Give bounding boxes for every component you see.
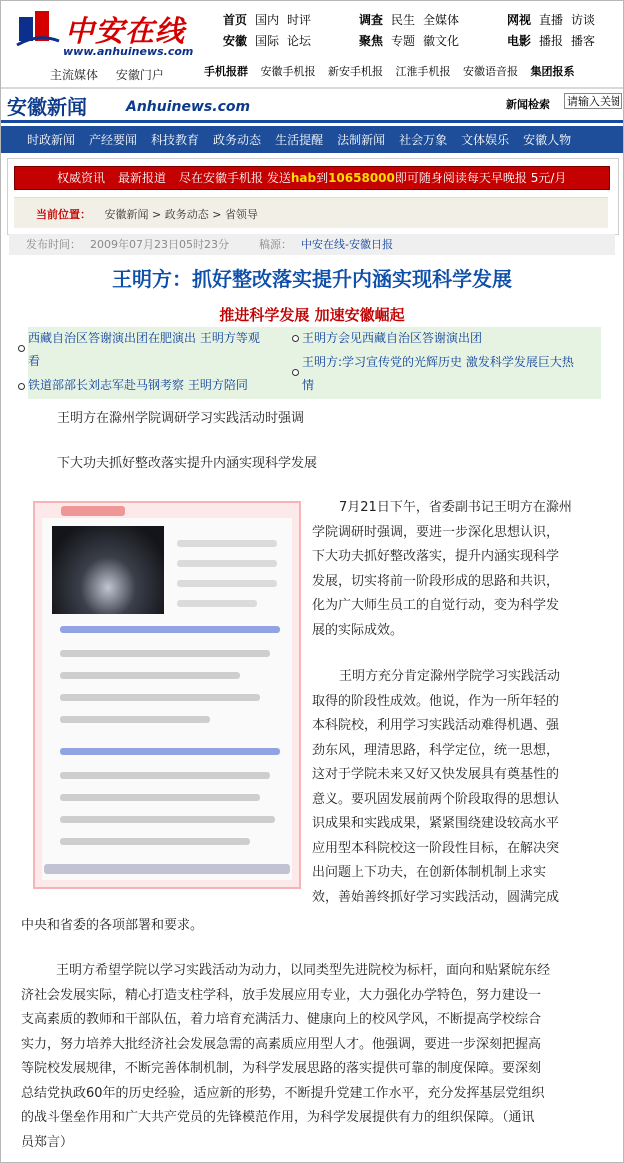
blur-text — [177, 560, 277, 567]
logo-url: www.anhuinews.com — [63, 45, 194, 58]
nav-item[interactable]: 时政新闻 — [27, 133, 76, 147]
related-link-text: 情 — [302, 378, 315, 392]
nav-item[interactable]: 政务动态 — [213, 133, 262, 147]
top-nav-link[interactable]: 访谈 — [571, 13, 596, 27]
channel-title-en: Anhuinews.com — [126, 99, 251, 115]
article-text-line: 意义。要巩固发展前两个阶段取得的思想认 — [312, 791, 560, 807]
top-nav-link[interactable]: 专题 — [391, 34, 416, 48]
article-text-line: 展的实际成效。 — [312, 622, 404, 638]
breadcrumb-label: 当前位置： — [36, 208, 91, 221]
article-text-line: 出问题上下功夫，在创新体制机制上求实 — [312, 865, 547, 880]
breadcrumb-item[interactable]: 政务动态 — [164, 208, 209, 221]
related-link[interactable] — [302, 351, 602, 397]
top-nav-row — [223, 31, 319, 52]
ticker-promo — [179, 167, 566, 189]
blur-text — [60, 694, 260, 701]
blur-footer — [44, 864, 290, 874]
promo-ticker[interactable] — [14, 166, 610, 190]
search-label: 新闻检索 — [506, 98, 550, 111]
article-meta — [9, 234, 615, 255]
article-image — [33, 501, 301, 889]
top-nav-link[interactable]: 首页 — [223, 13, 248, 27]
photo-thumbnail — [52, 526, 164, 614]
top-nav-link[interactable]: 播客 — [571, 34, 596, 48]
article-text-line: 本科院校，利用学习实践活动难得机遇、强 — [312, 718, 560, 733]
mobile-link[interactable]: 新安手机报 — [328, 65, 383, 78]
article-text-line: 支高素质的教师和干部队伍，着力培育充满活力、健康向上的校风学风，不断提高学校综合 — [21, 1012, 542, 1027]
divider — [1, 120, 623, 123]
top-nav-group-2 — [359, 10, 467, 52]
article-text-line: 员郑言） — [21, 1134, 74, 1150]
blur-link — [60, 626, 280, 633]
article-lead: 下大功夫抓好整改落实提升内涵实现科学发展 — [57, 456, 318, 471]
logo-emblem-icon — [15, 7, 61, 51]
nav-item[interactable]: 社会万象 — [399, 133, 448, 147]
sub-links — [50, 66, 178, 83]
article-text-line: 等院校发展规律，不断完善体制机制，为科学发展思路的落实提供可靠的制度保障。要深刻 — [21, 1061, 542, 1076]
article-text-line: 发展，切实将前一阶段形成的思路和共识， — [312, 573, 560, 589]
related-link-text: 看 — [28, 354, 41, 368]
blur-text — [60, 772, 270, 779]
divider — [1, 87, 623, 89]
mobile-link[interactable]: 安徽手机报 — [260, 65, 316, 78]
bullet-icon — [292, 335, 299, 342]
top-nav-group-3 — [507, 10, 603, 52]
bullet-icon — [292, 369, 299, 376]
blur-link — [60, 748, 280, 755]
source-label: 稿源： — [259, 238, 292, 251]
related-link[interactable]: 王明方会见西藏自治区答谢演出团 — [302, 331, 483, 345]
top-nav-link[interactable]: 安徽 — [223, 34, 248, 48]
breadcrumb-sep: > — [212, 208, 222, 221]
related-link[interactable] — [28, 327, 290, 373]
top-nav-link[interactable]: 国内 — [255, 13, 280, 27]
breadcrumb-box — [14, 197, 608, 228]
article-text-line: 实力，努力培养大批经济社会发展急需的高素质应用型人才。他强调，要进一步深刻把握高 — [21, 1036, 542, 1052]
breadcrumb-item[interactable]: 省领导 — [224, 208, 258, 221]
article-text-line: 总结党执政60年的历史经验，适应新的形势，不断提升党建工作水平，充分发挥基层党组织 — [21, 1085, 545, 1101]
nav-item[interactable]: 法制新闻 — [337, 133, 386, 147]
top-nav-row — [507, 10, 603, 31]
mobile-link[interactable]: 安徽语音报 — [463, 65, 518, 78]
article-text-line: 济社会发展实际，精心打造支柱学科，放手发展应用专业，大力强化办学特色，努力建设一 — [21, 987, 542, 1003]
channel-title[interactable]: 安徽新闻 — [7, 95, 87, 119]
ticker-item[interactable]: 最新报道 — [118, 171, 167, 185]
article-text-line: 7月21日下午，省委副书记王明方在滁州 — [339, 500, 572, 515]
blur-text — [177, 600, 257, 607]
blur-text — [60, 716, 210, 723]
article-text-line: 识成果和实践成果，紧紧围绕建设较高水平 — [312, 816, 560, 831]
sub-link[interactable]: 主流媒体 — [50, 68, 99, 82]
nav-item[interactable]: 产经要闻 — [89, 133, 138, 147]
top-nav-link[interactable]: 调查 — [359, 13, 384, 27]
article-text-line: 学院调研时强调，要进一步深化思想认识， — [312, 524, 560, 540]
mobile-link[interactable]: 江淮手机报 — [395, 65, 451, 78]
top-nav-row — [507, 31, 603, 52]
promo-mid: 到 — [316, 171, 329, 185]
article-text-line: 下大功夫抓好整改落实，提升内涵实现科学 — [312, 549, 560, 564]
related-link-text: 王明方:学习宣传党的光辉历史 激发科学发展巨大热 — [302, 355, 574, 369]
blur-text — [60, 650, 270, 657]
site-logo[interactable] — [15, 7, 195, 67]
promo-post: 即可随身阅读每天早晚报 5元/月 — [394, 171, 567, 185]
bullet-icon — [18, 383, 25, 390]
bullet-icon — [18, 345, 25, 352]
article-text-line: 中央和省委的各项部署和要求。 — [21, 918, 204, 933]
related-links — [28, 327, 601, 399]
top-nav-group-1 — [223, 10, 319, 52]
image-content — [42, 518, 292, 880]
promo-code: hab — [290, 171, 317, 185]
search-input[interactable] — [564, 93, 622, 109]
article-lead: 王明方在滁州学院调研学习实践活动时强调 — [57, 411, 305, 426]
blur-text — [60, 838, 250, 845]
article-headline: 王明方：抓好整改落实提升内涵实现科学发展 — [112, 267, 512, 291]
top-nav-link[interactable]: 徽文化 — [423, 34, 460, 48]
nav-item[interactable]: 科技教育 — [151, 133, 200, 147]
top-nav-link[interactable]: 时评 — [287, 13, 312, 27]
article-text-line: 的战斗堡垒作用和广大共产党员的先锋模范作用，为科学发展提供有力的组织保障。（通讯 — [21, 1110, 535, 1125]
top-nav-row — [223, 10, 319, 31]
article-text-line: 劲东风，理清思路，科学定位，统一思想， — [312, 742, 560, 758]
top-nav-link[interactable]: 国际 — [255, 34, 280, 48]
mobile-paper-bar — [204, 63, 622, 81]
blur-text — [177, 580, 277, 587]
breadcrumb — [36, 206, 258, 222]
top-nav-link[interactable]: 电影 — [507, 34, 532, 48]
article-subhead: 推进科学发展 加速安徽崛起 — [219, 306, 405, 324]
ticker-item[interactable]: 权威资讯 — [57, 171, 106, 185]
image-tag — [61, 506, 125, 516]
related-link-text: 西藏自治区答谢演出团在肥演出 王明方等观 — [28, 331, 260, 345]
top-nav-row — [359, 31, 467, 52]
nav-item[interactable]: 生活提醒 — [275, 133, 324, 147]
top-nav-link[interactable]: 直播 — [539, 13, 564, 27]
top-nav-row — [359, 10, 467, 31]
article-text-line: 效，善始善终抓好学习实践活动，圆满完成 — [312, 889, 560, 905]
sub-link[interactable]: 安徽门户 — [115, 68, 164, 82]
breadcrumb-sep: > — [152, 208, 162, 221]
blur-text — [60, 816, 275, 823]
mobile-link[interactable]: 手机报群 — [204, 65, 248, 78]
article-text-line: 取得的阶段性成效。他说，作为一所年轻的 — [312, 693, 560, 709]
publish-time: 2009年07月23日05时23分 — [90, 238, 229, 251]
top-nav-link[interactable]: 播报 — [539, 34, 564, 48]
top-nav-link[interactable]: 网视 — [507, 13, 532, 27]
top-nav-link[interactable]: 民生 — [391, 13, 416, 27]
related-link[interactable]: 铁道部部长刘志军赴马钢考察 王明方陪同 — [28, 378, 248, 392]
top-nav-link[interactable]: 论坛 — [287, 34, 312, 48]
top-nav-link[interactable]: 聚焦 — [359, 34, 384, 48]
mobile-link[interactable]: 集团报系 — [530, 65, 575, 78]
nav-item[interactable]: 文体娱乐 — [461, 133, 510, 147]
article-text-line: 化为广大师生员工的自觉行动，变为科学发 — [312, 598, 560, 613]
blur-text — [60, 794, 260, 801]
blur-text — [177, 540, 277, 547]
article-text-line: 王明方充分肯定滁州学院学习实践活动 — [339, 669, 561, 684]
logo-text: 中安在线 — [65, 14, 186, 48]
article-text-line: 王明方希望学院以学习实践活动为动力，以同类型先进院校为标杆，面向和贴紧皖东经 — [56, 963, 551, 978]
breadcrumb-item[interactable]: 安徽新闻 — [104, 208, 149, 221]
top-nav-link[interactable]: 全媒体 — [423, 13, 460, 27]
source-value[interactable]: 中安在线-安徽日报 — [301, 238, 393, 251]
blur-text — [60, 672, 240, 679]
promo-number: 10658000 — [328, 171, 395, 185]
article-text-line: 应用型本科院校这一阶段性目标，在解决突 — [312, 840, 560, 856]
nav-item[interactable]: 安徽人物 — [523, 133, 572, 147]
publish-time-label: 发布时间： — [26, 238, 81, 251]
article-text-line: 这对于学院未来又好又快发展具有奠基性的 — [312, 767, 560, 782]
main-nav-bar — [1, 126, 623, 153]
promo-pre: 尽在安徽手机报 发送 — [179, 171, 291, 185]
